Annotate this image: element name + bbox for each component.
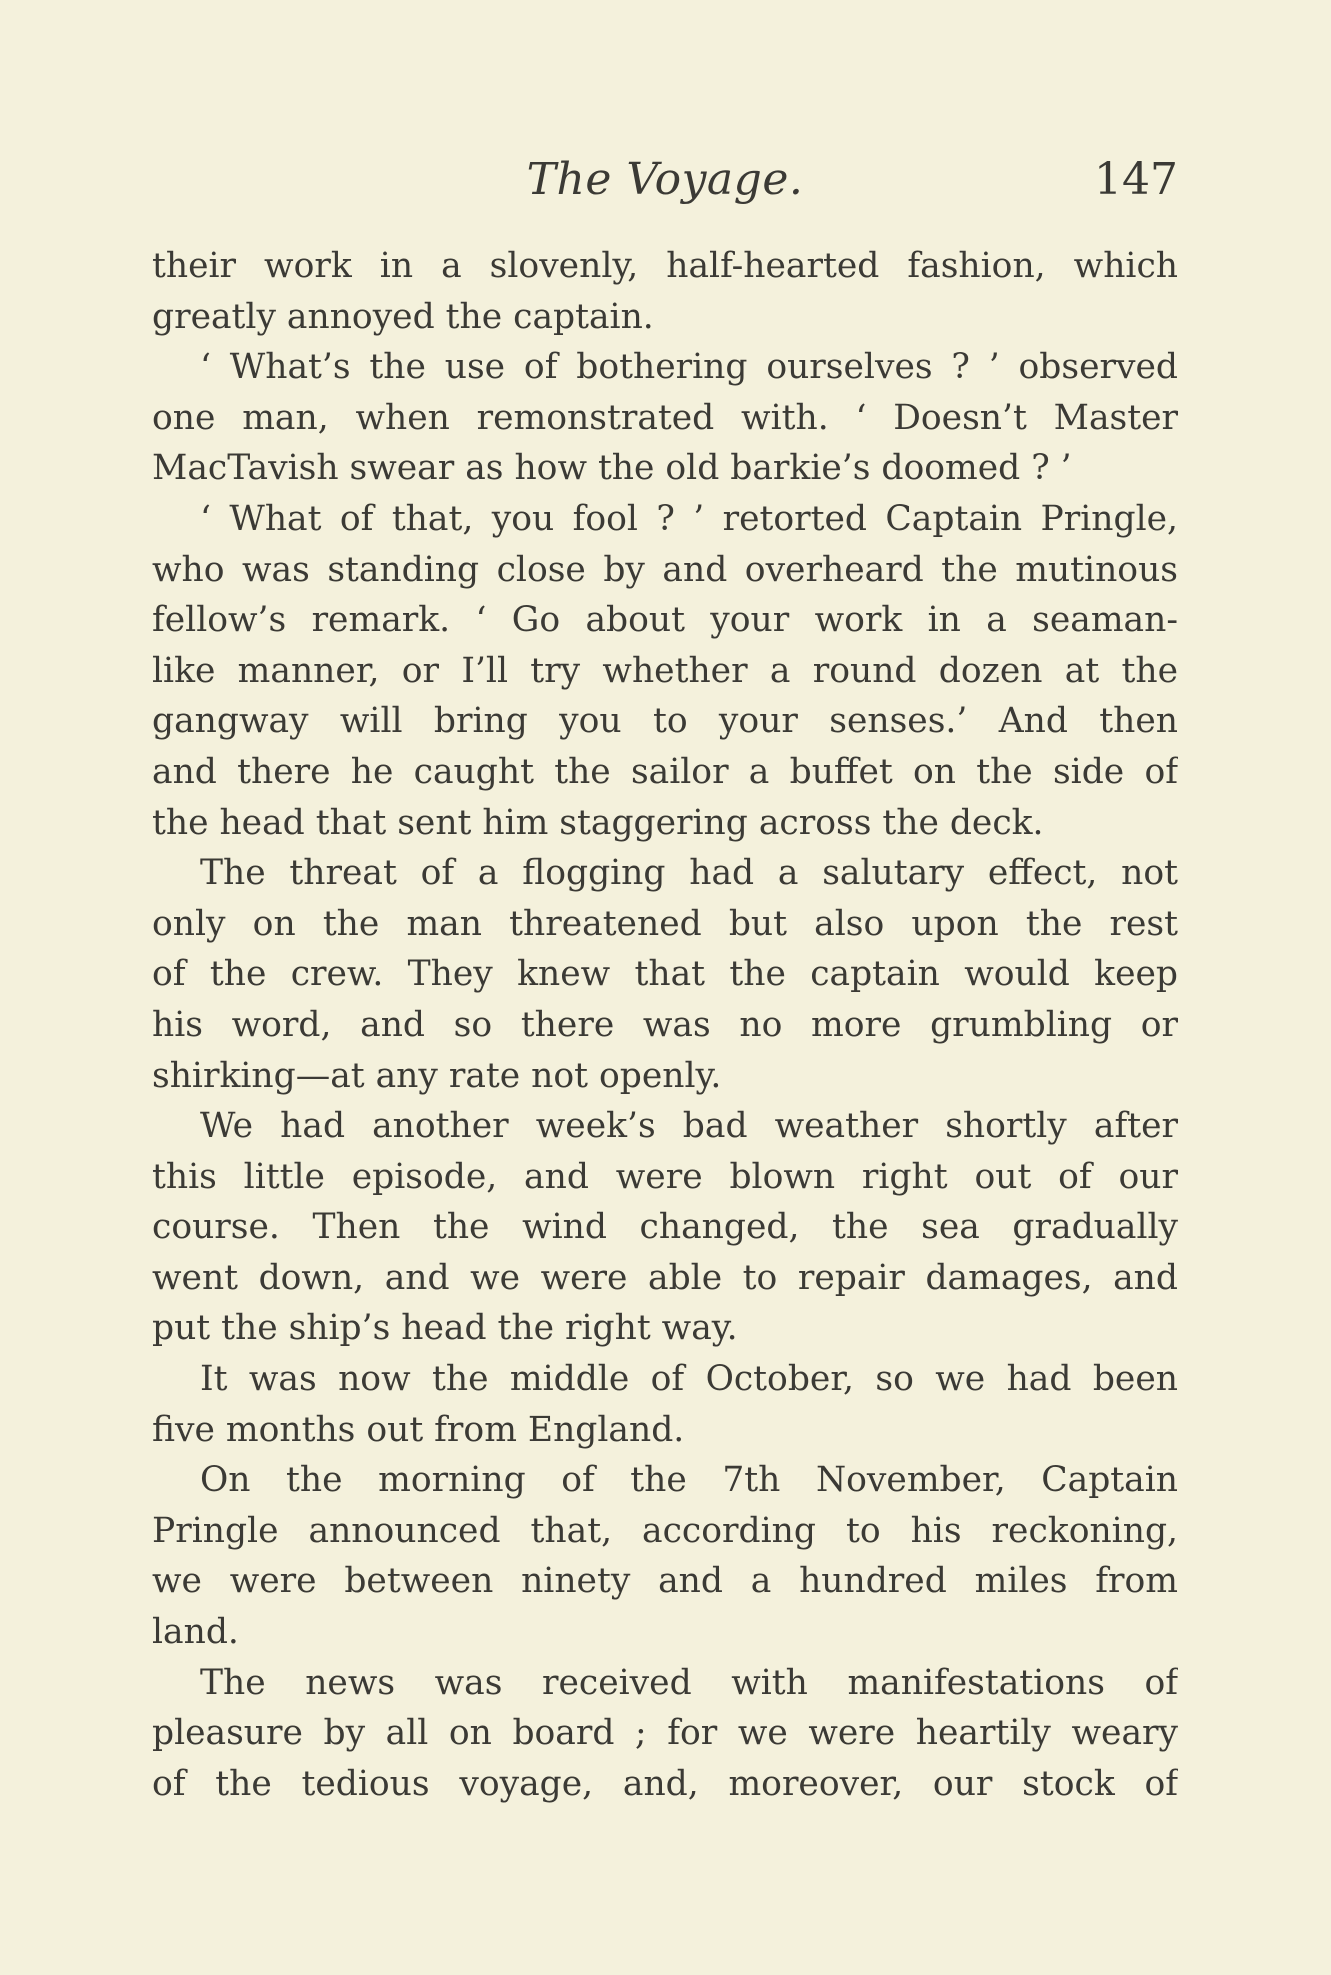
text-line: like manner, or I’ll try whether a round dozen at the [152,650,1178,691]
running-head [152,150,1178,210]
text-line: and there he caught the sailor a buffet on the side of [152,751,1178,792]
text-line: ‘ What of that, you fool ? ’ retorted Captain Pringle, [200,498,1178,539]
text-line: the head that sent him staggering across the deck. [152,802,1044,843]
text-line: one man, when remonstrated with. ‘ Doesn’t Master [152,397,1178,438]
body-text [152,241,1178,1809]
text-line: pleasure by all on board ; for we were heartily weary [152,1713,1178,1754]
text-line: It was now the middle of October, so we had been [200,1359,1178,1400]
text-line: their work in a slovenly, half-hearted fashion, which [152,246,1178,286]
text-line: The news was received with manifestations of [200,1662,1178,1703]
running-title: The Voyage. [526,154,804,205]
text-line: greatly annoyed the captain. [152,296,654,337]
text-line: only on the man threatened but also upon the rest [152,903,1178,944]
text-line: shirking—at any rate not openly. [152,1055,722,1096]
text-line: fellow’s remark. ‘ Go about your work in a seaman- [152,600,1178,641]
text-line: ‘ What’s the use of bothering ourselves ? ’ observed [200,347,1178,388]
text-line: we were between ninety and a hundred miles from [152,1561,1178,1602]
text-line: went down, and we were able to repair damages, and [152,1257,1178,1298]
text-line: this little episode, and were blown right out of our [152,1156,1178,1197]
text-line: his word, and so there was no more grumbling or [152,1004,1178,1045]
text-line: The threat of a flogging had a salutary effect, not [200,853,1178,894]
text-line: five months out from England. [152,1409,685,1450]
text-line: gangway will bring you to your senses.’ And then [152,701,1178,742]
text-line: of the tedious voyage, and, moreover, our stock of [152,1763,1178,1804]
text-line: Pringle announced that, according to his reckoning, [152,1510,1178,1551]
text-line: put the ship’s head the right way. [152,1308,738,1349]
text-line: On the morning of the 7th November, Captain [200,1460,1178,1501]
page-number: 147 [1094,154,1178,205]
text-line: course. Then the wind changed, the sea gradually [152,1207,1178,1248]
text-line: of the crew. They knew that the captain would keep [152,954,1178,995]
text-line: MacTavish swear as how the old barkie’s doomed ? ’ [152,448,1072,489]
text-line: land. [152,1612,239,1653]
text-line: We had another week’s bad weather shortly after [200,1106,1178,1147]
text-line: who was standing close by and overheard the mutinous [152,549,1178,590]
